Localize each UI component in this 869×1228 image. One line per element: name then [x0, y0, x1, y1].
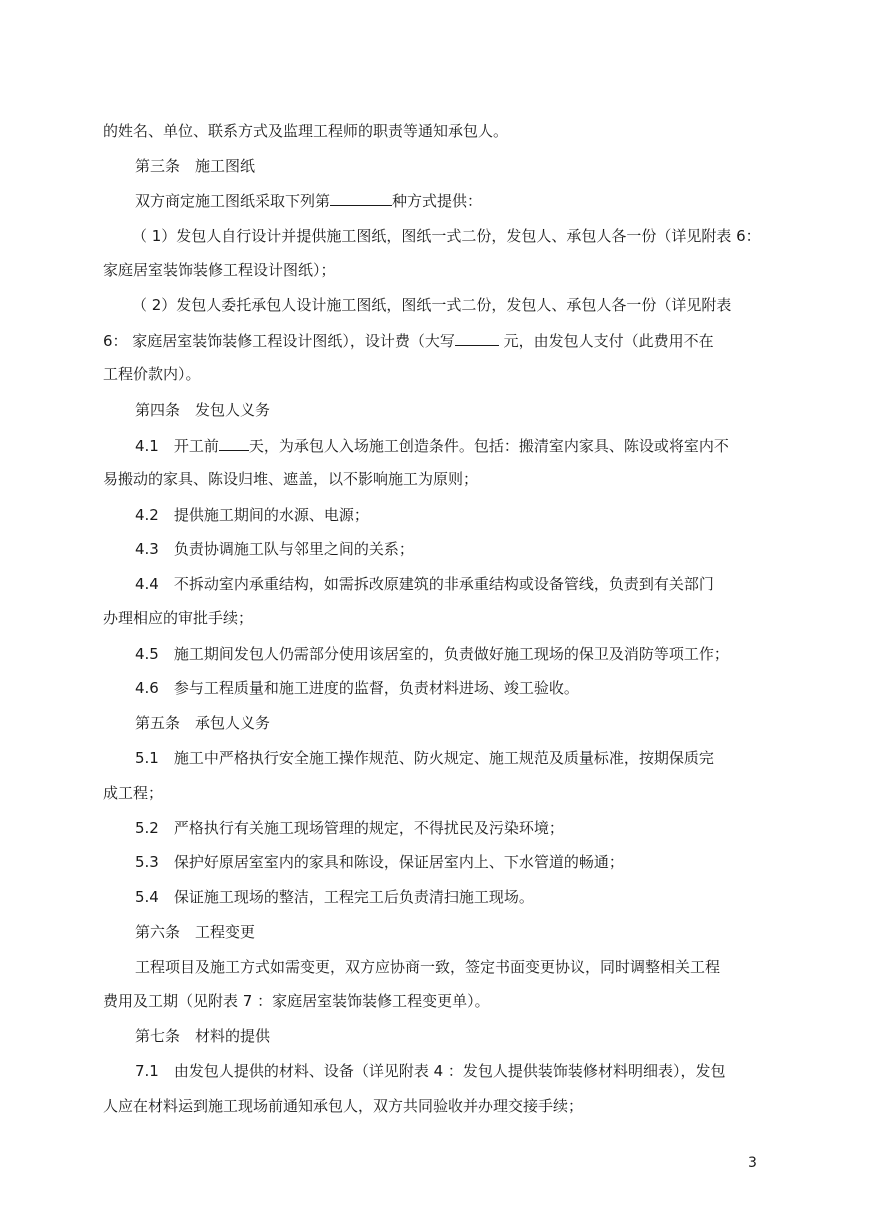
paragraph-line: 的姓名、单位、联系方式及监理工程师的职责等通知承包人。 — [103, 122, 509, 140]
paragraph-line: 4.1 开工前 天，为承包人入场施工创造条件。包括：搬清室内家具、陈设或将室内不 — [135, 437, 729, 455]
paragraph-line: 工程价款内）。 — [103, 365, 201, 383]
paragraph-line: 成工程； — [103, 784, 164, 802]
paragraph-line: 5.2 严格执行有关施工现场管理的规定，不得扰民及污染环境； — [135, 819, 564, 837]
fill-in-blank — [330, 190, 392, 206]
paragraph-line: 办理相应的审批手续； — [103, 609, 254, 627]
paragraph-line: 4.5 施工期间发包人仍需部分使用该居室的，负责做好施工现场的保卫及消防等项工作； — [135, 645, 729, 663]
section-heading: 第三条 施工图纸 — [135, 157, 256, 175]
paragraph-line: 6： 家庭居室装饰装修工程设计图纸），设计费（大写 元，由发包人支付（此费用不在 — [103, 332, 714, 350]
paragraph-line: 4.2 提供施工期间的水源、电源； — [135, 506, 369, 524]
section-heading: 第六条 工程变更 — [135, 923, 256, 941]
paragraph-line: 5.3 保护好原居室室内的家具和陈设，保证居室内上、下水管道的畅通； — [135, 853, 624, 871]
paragraph-line: 5.4 保证施工现场的整洁，工程完工后负责清扫施工现场。 — [135, 888, 534, 906]
paragraph-line: 家庭居室装饰装修工程设计图纸）； — [103, 261, 336, 279]
paragraph-line: 双方商定施工图纸采取下列第 种方式提供： — [135, 192, 483, 210]
paragraph-line: （ 2）发包人委托承包人设计施工图纸，图纸一式二份，发包人、承包人各一份（详见附表 — [132, 296, 732, 314]
section-heading: 第四条 发包人义务 — [135, 401, 271, 419]
paragraph-line: 7.1 由发包人提供的材料、设备（详见附表 4 ：发包人提供装饰装修材料明细表），发包 — [135, 1062, 726, 1080]
paragraph-line: 5.1 施工中严格执行安全施工操作规范、防火规定、施工规范及质量标准，按期保质完 — [135, 749, 714, 767]
paragraph-line: （ 1）发包人自行设计并提供施工图纸，图纸一式二份，发包人、承包人各一份（详见附表 6： — [132, 227, 761, 245]
paragraph-line: 4.4 不拆动室内承重结构，如需拆改原建筑的非承重结构或设备管线，负责到有关部门 — [135, 575, 714, 593]
fill-in-blank — [455, 330, 499, 346]
section-heading: 第五条 承包人义务 — [135, 714, 271, 732]
paragraph-line: 工程项目及施工方式如需变更，双方应协商一致，签定书面变更协议，同时调整相关工程 — [135, 958, 721, 976]
paragraph-line: 费用及工期（见附表 7 ：家庭居室装饰装修工程变更单）。 — [103, 992, 490, 1010]
section-heading: 第七条 材料的提供 — [135, 1027, 271, 1045]
paragraph-line: 人应在材料运到施工现场前通知承包人，双方共同验收并办理交接手续； — [103, 1097, 584, 1115]
page-number: 3 — [748, 1155, 757, 1171]
paragraph-line: 4.6 参与工程质量和施工进度的监督，负责材料进场、竣工验收。 — [135, 679, 579, 697]
paragraph-line: 易搬动的家具、陈设归堆、遮盖，以不影响施工为原则； — [103, 470, 479, 488]
fill-in-blank — [219, 435, 249, 451]
paragraph-line: 4.3 负责协调施工队与邻里之间的关系； — [135, 540, 414, 558]
